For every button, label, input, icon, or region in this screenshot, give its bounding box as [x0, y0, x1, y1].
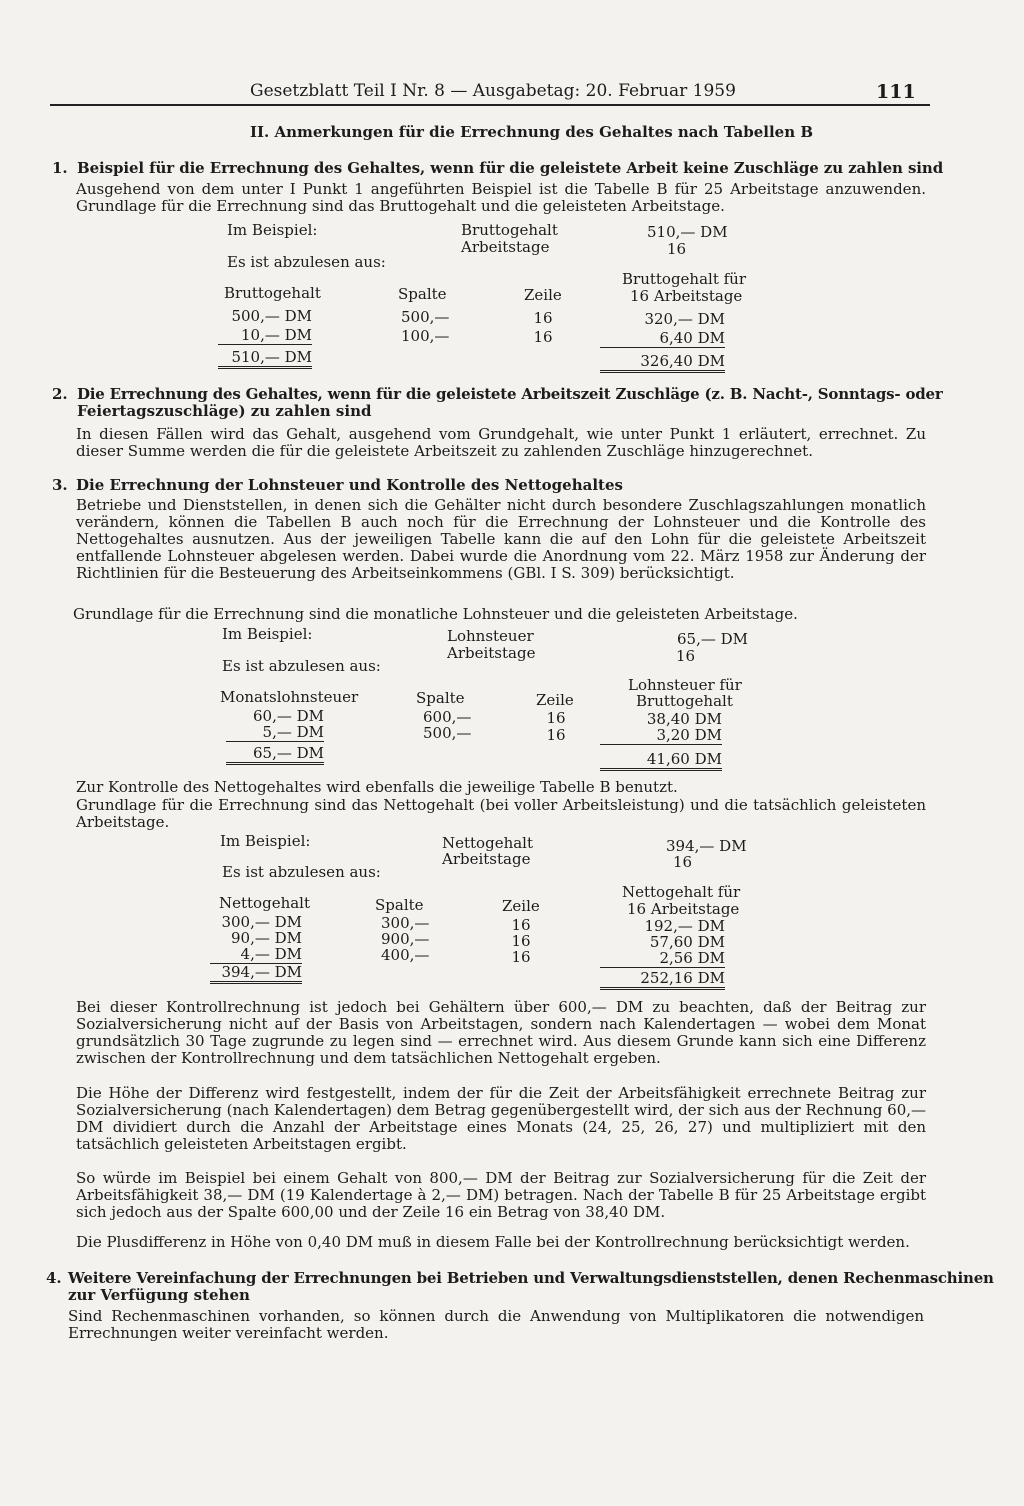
table-cell: 90,— DM [230, 929, 302, 947]
sec3-example2-col1-header: Nettogehalt [219, 894, 310, 912]
table-total: 65,— DM [226, 745, 324, 765]
sec3-example-val1: 65,— DM [677, 630, 749, 648]
sec2-text: In diesen Fällen wird das Gehalt, ausgehend vom Grundgehalt, wie unter Punkt 1 erläutert, errechnet. Zu dieser Summe werden die für die geleistete Arbeitszeit zu zahlenden Zuschläge hinzugerechnet. [76, 425, 926, 460]
table-cell: 300,— DM [221, 913, 302, 931]
table-cell: 3,20 DM [600, 727, 722, 745]
sec3-example-label: Im Beispiel: [222, 625, 313, 643]
sec4-number: 4. [46, 1269, 62, 1287]
sec1-col4-header-l2: 16 Arbeitstage [630, 287, 743, 305]
sec2-number: 2. [52, 385, 68, 403]
sec3-paragraph-4: Die Plusdifferenz in Höhe von 0,40 DM muß in diesem Falle bei der Kontrollrechnung berücksichtigt werden. [76, 1233, 910, 1251]
table-cell: 16 [511, 932, 531, 950]
table-cell: 500,— DM [231, 307, 312, 325]
table-cell: 5,— DM [226, 724, 324, 742]
running-header: Gesetzblatt Teil I Nr. 8 — Ausgabetag: 20. Februar 1959 [250, 81, 736, 101]
sec3-example2-val1: 394,— DM [666, 837, 747, 855]
table-cell: 57,60 DM [649, 933, 725, 951]
table-cell: 10,— DM [218, 327, 312, 345]
page-number: 111 [876, 81, 916, 103]
sec3-paragraph-1: Bei dieser Kontrollrechnung ist jedoch bei Gehältern über 600,— DM zu beachten, daß der Beitrag zur Sozialversicherung nicht auf der Basis von Arbeitstagen, sondern nach Kalendertagen — wobei dem Monat grundsätzlich 30 Tage zugrunde zu legen sind — errechnet wird. Aus diesem Grunde kann sich eine Differenz zwischen der Kontrollrechnung und dem tatsächlichen Nettogehalt ergeben. [76, 998, 926, 1067]
table-cell: 6,40 DM [600, 330, 725, 348]
sec3-col4-header-l1: Lohnsteuer für [628, 676, 742, 694]
sec1-col2-header: Spalte [398, 285, 447, 303]
sec3-col4-header-l2: Bruttogehalt [636, 692, 733, 710]
table-cell: 192,— DM [644, 917, 725, 935]
table-cell: 100,— [401, 327, 450, 345]
table-total: 510,— DM [218, 349, 312, 369]
sec1-example-val1: 510,— DM [647, 223, 728, 241]
table-cell: 320,— DM [644, 310, 725, 328]
table-cell: 16 [511, 916, 531, 934]
sec1-example-label: Im Beispiel: [227, 221, 318, 239]
sec3-example-key2: Arbeitstage [447, 644, 536, 662]
sec3-example2-col3-header: Zeile [502, 897, 540, 915]
sec2-heading-line1: Die Errechnung des Gehaltes, wenn für die geleistete Arbeitszeit Zuschläge (z. B. Nacht-, Sonntags- oder [77, 385, 943, 403]
sec3-number: 3. [52, 476, 68, 494]
sec3-control-text: Zur Kontrolle des Nettogehaltes wird ebenfalls die jeweilige Tabelle B benutzt. [76, 778, 678, 796]
sec2-heading-line2: Feiertagszuschläge) zu zahlen sind [77, 402, 372, 420]
sec1-number: 1. [52, 159, 68, 177]
table-cell: 500,— [401, 308, 450, 326]
table-total: 394,— DM [210, 964, 302, 984]
sec3-basis2: Grundlage für die Errechnung sind das Nettogehalt (bei voller Arbeitsleistung) und die tatsächlich geleisteten Arbeitstage. [76, 796, 926, 831]
sec4-heading-line2: zur Verfügung stehen [68, 1286, 250, 1304]
sec3-example-val2: 16 [676, 647, 696, 665]
sec3-example-key1: Lohnsteuer [447, 627, 534, 645]
table-cell: 500,— [423, 724, 472, 742]
sec3-basis: Grundlage für die Errechnung sind die monatliche Lohnsteuer und die geleisteten Arbeitstage. [73, 605, 798, 623]
sec3-read-label: Es ist abzulesen aus: [222, 657, 381, 675]
table-cell: 2,56 DM [600, 950, 725, 968]
sec3-example2-val2: 16 [673, 853, 693, 871]
sec1-example-key1: Bruttogehalt [461, 221, 558, 239]
table-cell: 16 [511, 948, 531, 966]
sec1-example-val2: 16 [667, 240, 687, 258]
sec1-col4-header-l1: Bruttogehalt für [622, 270, 746, 288]
header-rule [50, 104, 930, 106]
table-cell: 16 [546, 709, 566, 727]
sec3-col1-header: Monatslohnsteuer [220, 688, 359, 706]
sec1-heading: Beispiel für die Errechnung des Gehaltes, wenn für die geleistete Arbeit keine Zuschläge zu zahlen sind [77, 159, 944, 177]
sec3-heading: Die Errechnung der Lohnsteuer und Kontrolle des Nettogehaltes [76, 476, 623, 494]
sec3-example2-key1: Nettogehalt [442, 834, 533, 852]
table-total: 326,40 DM [600, 353, 725, 373]
sec3-example2-label: Im Beispiel: [220, 832, 311, 850]
table-cell: 60,— DM [252, 707, 324, 725]
sec3-example2-col4-header-l2: 16 Arbeitstage [627, 900, 740, 918]
table-cell: 400,— [381, 946, 430, 964]
table-cell: 4,— DM [210, 946, 302, 964]
sec1-col3-header: Zeile [524, 286, 562, 304]
sec3-paragraph-2: Die Höhe der Differenz wird festgestellt, indem der für die Zeit der Arbeitsfähigkeit errechnete Beitrag zur Sozialversicherung (nach Kalendertagen) dem Betrag gegenübergestellt wird, der sich aus der Rechnung 60,— DM dividiert durch die Anzahl der Arbeitstage eines Monats (24, 25, 26, 27) und multipliziert mit den tatsächlich geleisteten Arbeitstagen ergibt. [76, 1084, 926, 1153]
table-total: 41,60 DM [600, 751, 722, 771]
sec3-paragraph-3: So würde im Beispiel bei einem Gehalt von 800,— DM der Beitrag zur Sozialversicherung für die Zeit der Arbeitsfähigkeit 38,— DM (19 Kalendertage à 2,— DM) betragen. Nach der Tabelle B für 25 Arbeitstage ergibt sich jedoch aus der Spalte 600,00 und der Zeile 16 ein Betrag von 38,40 DM. [76, 1169, 926, 1221]
sec1-text: Ausgehend von dem unter I Punkt 1 angeführten Beispiel ist die Tabelle B für 25 Arbeitstage anzuwenden. Grundlage für die Errechnung sind das Bruttogehalt und die geleisteten Arbeitstage. [76, 180, 926, 215]
sec3-example2-col4-header-l1: Nettogehalt für [622, 883, 741, 901]
sec3-example2-read-label: Es ist abzulesen aus: [222, 863, 381, 881]
sec3-example2-key2: Arbeitstage [442, 850, 531, 868]
sec4-text: Sind Rechenmaschinen vorhanden, so können durch die Anwendung von Multiplikatoren die notwendigen Errechnungen weiter vereinfacht werden. [68, 1307, 924, 1342]
sec4-heading-line1: Weitere Vereinfachung der Errechnungen bei Betrieben und Verwaltungsdienststellen, denen Rechenmaschinen [68, 1269, 994, 1287]
sec1-read-label: Es ist abzulesen aus: [227, 253, 386, 271]
table-cell: 16 [533, 328, 553, 346]
sec3-example2-col2-header: Spalte [375, 896, 424, 914]
table-cell: 900,— [381, 930, 430, 948]
sec3-col2-header: Spalte [416, 689, 465, 707]
table-cell: 38,40 DM [646, 710, 722, 728]
table-cell: 16 [533, 309, 553, 327]
sec1-example-key2: Arbeitstage [461, 238, 550, 256]
section-title: II. Anmerkungen für die Errechnung des Gehaltes nach Tabellen B [250, 123, 814, 141]
table-cell: 300,— [381, 914, 430, 932]
table-cell: 600,— [423, 708, 472, 726]
sec1-col1-header: Bruttogehalt [224, 284, 321, 302]
table-cell: 16 [546, 726, 566, 744]
sec3-col3-header: Zeile [536, 691, 574, 709]
sec3-text: Betriebe und Dienststellen, in denen sich die Gehälter nicht durch besondere Zuschlagszahlungen monatlich verändern, können die Tabellen B auch noch für die Errechnung der Lohnsteuer und die Kontrolle des Nettogehaltes ausnutzen. Aus der jeweiligen Tabelle kann die auf den Lohn für die geleistete Arbeitszeit entfallende Lohnsteuer abgelesen werden. Dabei wurde die Anordnung vom 22. März 1958 zur Änderung der Richtlinien für die Besteuerung des Arbeitseinkommens (GBl. I S. 309) berücksichtigt. [76, 496, 926, 582]
table-total: 252,16 DM [600, 970, 725, 990]
